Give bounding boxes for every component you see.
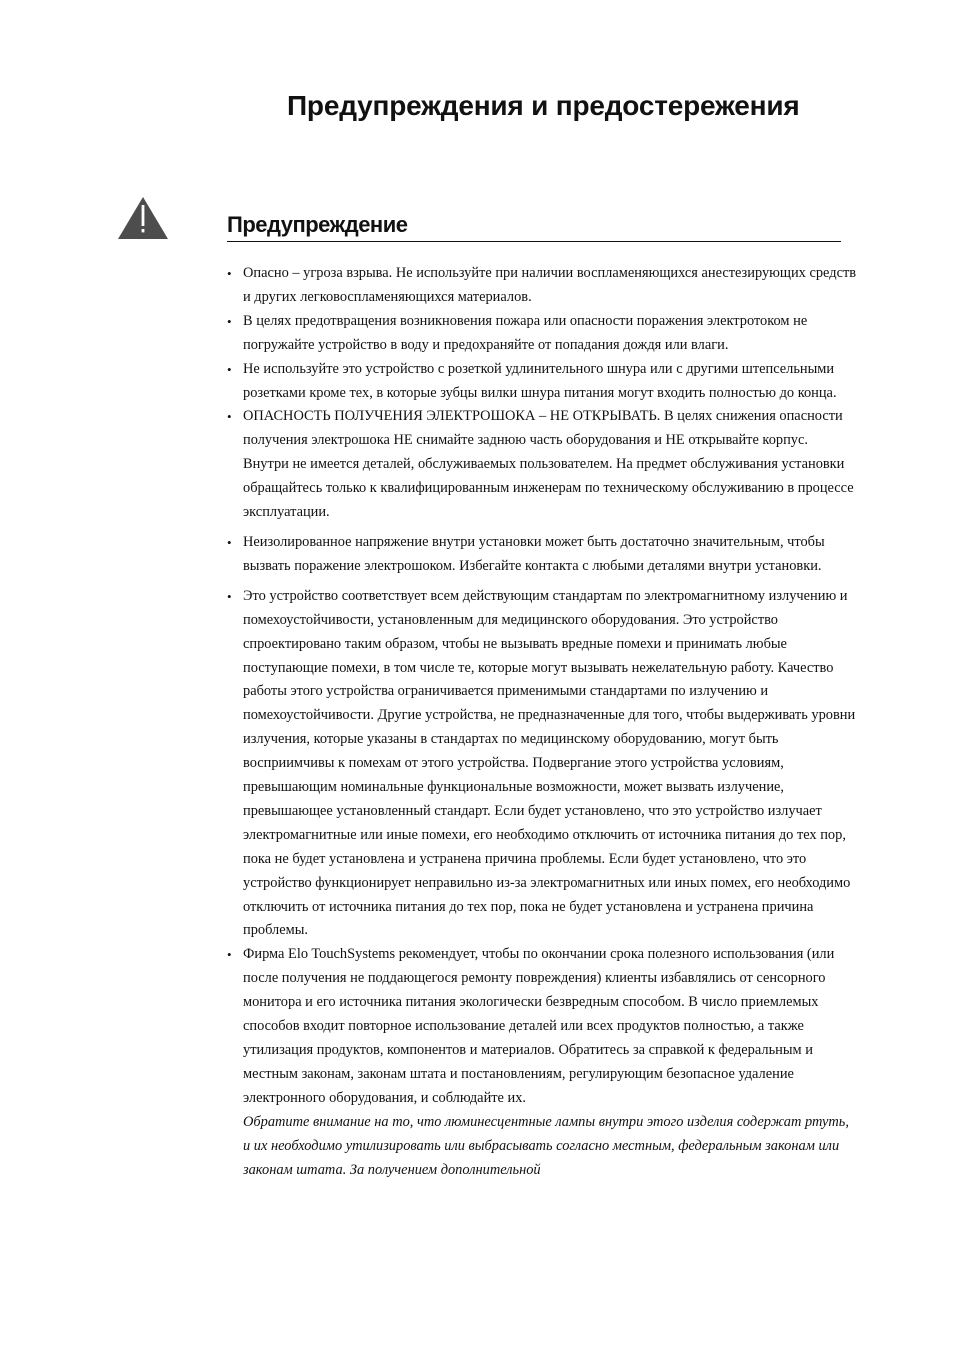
warning-item-extension-cord bbox=[227, 358, 857, 406]
bullet: • bbox=[227, 313, 232, 329]
warning-text: Не используйте это устройство с розеткой удлинительного шнура или с другими штепсельными розетками кроме тех, в которые зубцы вилки шнура питания могут входить полностью до конца. bbox=[243, 360, 837, 401]
warning-list bbox=[227, 262, 857, 1182]
bullet: • bbox=[227, 947, 232, 963]
warning-item-voltage bbox=[227, 531, 857, 579]
disposal-note: Обратите внимание на то, что люминесцентные лампы внутри этого изделия содержат ртуть, и их необходимо утилизировать или выбрасывать согласно местным, федеральным законам или законам штата. За получением дополнительной bbox=[243, 1113, 849, 1178]
warning-item-fire-moisture bbox=[227, 310, 857, 358]
section-divider bbox=[227, 241, 841, 242]
warning-text: ОПАСНОСТЬ ПОЛУЧЕНИЯ ЭЛЕКТРОШОКА – НЕ ОТКРЫВАТЬ. В целях снижения опасности получения электрошока НЕ снимайте заднюю часть оборудования и НЕ открывайте корпус. Внутри не имеется деталей, обслуживаемых пользователем. На предмет обслуживания установки обращайтесь только к квалифицированным инженерам по техническому обслуживанию в процессе эксплуатации. bbox=[243, 408, 854, 521]
bullet: • bbox=[227, 409, 232, 425]
bullet: • bbox=[227, 588, 232, 604]
warning-triangle-icon bbox=[116, 195, 170, 241]
bullet: • bbox=[227, 361, 232, 377]
warning-item-disposal bbox=[227, 943, 857, 1182]
bullet: • bbox=[227, 266, 232, 281]
warning-item-explosion bbox=[227, 262, 857, 310]
warning-item-electric-shock bbox=[227, 405, 857, 525]
warning-text: Фирма Elo TouchSystems рекомендует, чтобы по окончании срока полезного использования (или после получения не поддающегося ремонту повреждения) клиенты избавлялись от сенсорного монитора и его источника питания экологически безвредным способом. В число приемлемых способов входит повторное использование деталей или всех продуктов полностью, а также утилизация продуктов, компонентов и материалов. Обратитесь за справкой к федеральным и местным законам, законам штата и постановлениям, регулирующим безопасное удаление электронного оборудования, и соблюдайте их. bbox=[243, 946, 835, 1106]
section-title: Предупреждение bbox=[227, 212, 408, 237]
page-title: Предупреждения и предостережения bbox=[287, 90, 800, 121]
warning-text: Неизолированное напряжение внутри установки может быть достаточно значительным, чтобы вызвать поражение электрошоком. Избегайте контакта с любыми деталями внутри установки. bbox=[243, 533, 825, 574]
warning-text: Это устройство соответствует всем действующим стандартам по электромагнитному излучению и помехоустойчивости, установленным для медицинского оборудования. Это устройство спроектировано таким образом, чтобы не вызывать вредные помехи и принимать любые поступающие помехи, в том числе те, которые могут вызывать нежелательную работу. Качество работы этого устройства ограничивается применимыми стандартами по излучению и помехоустойчивости. Другие устройства, не предназначенные для того, чтобы выдерживать уровни излучения, которые указаны в стандартах по медицинскому оборудованию, могут быть восприимчивы к помехам от этого устройства. Подвергание этого устройства условиям, превышающим номинальные функциональные возможности, может вызвать излучение, превышающее установленный стандарт. Если будет установлено, что это устройство излучает электромагнитные или иные помехи, его необходимо отключить от источника питания до тех пор, пока не будет установлена и устранена причина проблемы. Если будет установлено, что это устройство функционирует неправильно из-за электромагнитных или иных помех, его необходимо отключить от источника питания до тех пор, пока не будет установлена и устранена причина проблемы. bbox=[243, 587, 856, 939]
warning-text: Опасно – угроза взрыва. Не используйте при наличии воспламеняющихся анестезирующих средств и других легковоспламеняющихся материалов. bbox=[243, 265, 857, 305]
warning-text: В целях предотвращения возникновения пожара или опасности поражения электротоком не погружайте устройство в воду и предохраняйте от попадания дождя или влаги. bbox=[243, 312, 808, 353]
warning-item-emc bbox=[227, 585, 857, 944]
bullet: • bbox=[227, 534, 232, 550]
